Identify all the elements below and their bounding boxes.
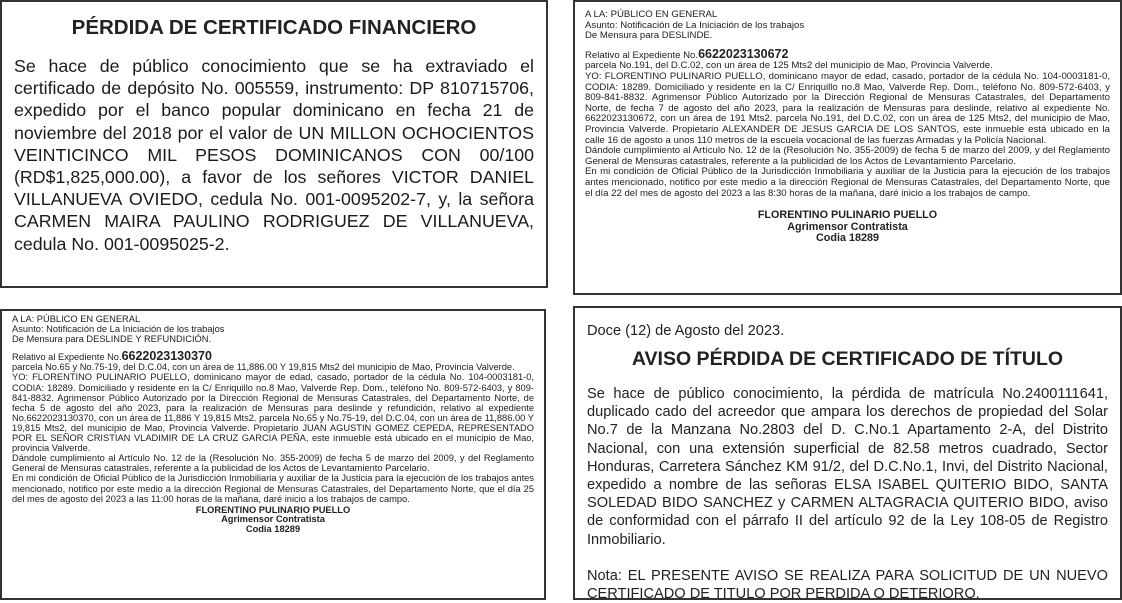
notice-survey-deslinde xyxy=(573,0,1122,295)
signature-role: Agrimensor Contratista xyxy=(221,514,325,525)
signature-codia: Codia 18289 xyxy=(245,524,301,535)
notice-recipient: A LA: PÚBLICO EN GENERAL xyxy=(12,314,141,324)
notice-survey-deslinde-refundicion xyxy=(0,309,546,600)
fieldwork-notification: En mi condición de Oficial Público de la Jurisdicción Inmobiliaria y auxiliar de la Justicia para la ejecución de los trabajos antes mencionado, notifico por este medio a la dirección Regional de Mensuras Catastrales, del Departamento Norte, que el día 22 del mes de agosto del 2023 a las 8:30 horas de la mañana, daré inicio a los trabajos de campo. xyxy=(585,166,1110,199)
notice-date: Doce (12) de Agosto del 2023. xyxy=(587,323,785,339)
notice-body: Se hace de público conocimiento que se ha extraviado el certificado de depósito No. 005559, instrumento: DP 810715706, expedido por el banco popular dominicano en fecha 21 de noviembre del 2018 por el valor de UN MILLON OCHOCIENTOS VEINTICINCO MIL PESOS DOMINICANOS CON 00/100 (RD$1,825,000.00), a favor de los señores VICTOR DANIEL VILLANUEVA OVIEDO, cedula No. 001-0095202-7, y, la señora CARMEN MAIRA PAULINO RODRIGUEZ DE VILLANUEVA, cedula No. 001-0095025-2. xyxy=(14,56,534,254)
notice-recipient: A LA: PÚBLICO EN GENERAL xyxy=(585,9,718,20)
notice-subject-line-2: De Mensura para DESLINDE Y REFUNDICIÓN. xyxy=(12,334,212,345)
notice-body: Se hace de público conocimiento, la pérdida de matrícula No.2400111641, duplicado cado del acreedor que ampara los derechos de propiedad del Solar No.7 de la Manzana No.2803 del D. C.No.1 Apartamento 2-A, del Distrito Nacional, con una extensión superficial de 82.58 metros cuadrado, Sector Honduras, Carretera Sánchez KM 91/2, del D.C.No.1, Invi, del Distrito Nacional, expedido a nombre de las señoras ELSA ISABEL QUITERIO BIDO, SANTA SOLEDAD BIDO SANCHEZ y CARMEN ALTAGRACIA QUITERIO BIDO, aviso de conformidad con el párrafo II del artículo 92 de la Ley 108-05 de Registro Inmobiliario. xyxy=(587,386,1108,548)
surveyor-statement: YO: FLORENTINO PULINARIO PUELLO, dominicano mayor de edad, casado, portador de la cédula No. 104-0003181-0, CODIA: 18289. Domiciliado y residente en la C/ Enriquillo no.8 Mao, Valverde Rep. Dom., teléfono No. 809-572-6403, y 809-841-8832. Agrimensor Público Autorizado por la Dirección Regional de Mensuras Catastrales, del Departamento Norte, de fecha 7 de agosto del año 2023, para la realización de Mensuras para deslinde, relativo al expediente No. 6622023130672, con un área de 191 Mts2. parcela No.191, del D.C.02, con un área de 125 Mts2, del municipio de Mao, Provincia Valverde. Propietario ALEXANDER DE JESUS GARCIA DE LOS SANTOS, este inmueble está ubicado en la calle 16 de agosto a unos 110 metros de la escuela vocacional de las fuerzas Armadas y la Policía Nacional. xyxy=(585,70,1110,146)
signature-role: Agrimensor Contratista xyxy=(787,220,908,233)
fieldwork-notification: En mi condición de Oficial Público de la Jurisdicción Inmobiliaria y auxiliar de la Justicia para la ejecución de los trabajos antes mencionado, notifico por este medio a la dirección Regional de Mensuras Catastrales, del Departamento Norte, que el día 25 del mes de agosto del 2023 a las 11:00 horas de la mañana, daré inicio a los trabajos de campo. xyxy=(12,473,534,504)
parcel-description: parcela No.191, del D.C.02, con un área de 125 Mts2 del municipio de Mao, Provincia Valverde. xyxy=(585,60,993,72)
expedient-number: 6622023130370 xyxy=(121,349,212,364)
legal-compliance: Dándole cumplimiento al Artículo No. 12 de la (Resolución No. 355-2009) de fecha 5 de marzo del 2009, y del Reglamento General de Mensuras catastrales, referente a la publicidad de los Actos de Levantamiento Parcelario. xyxy=(12,453,534,474)
signature-codia: Codia 18289 xyxy=(815,232,879,245)
notice-note: Nota: EL PRESENTE AVISO SE REALIZA PARA SOLICITUD DE UN NUEVO CERTIFICADO DE TITULO POR PERDIDA O DETERIORO. xyxy=(587,567,1108,603)
expedient-label: Relativo al Expediente No. xyxy=(12,352,122,363)
expedient-number: 6622023130672 xyxy=(698,46,789,61)
notice-title: PÉRDIDA DE CERTIFICADO FINANCIERO xyxy=(71,16,477,39)
expedient-line xyxy=(12,351,534,362)
expedient-label: Relativo al Expediente No. xyxy=(585,49,699,61)
parcel-description: parcela No.65 y No.75-19, del D.C.04, con un área de 11,886.00 Y 19,815 Mts2 del municipio de Mao, Provincia Valverde. xyxy=(12,362,515,373)
notice-lost-title-certificate xyxy=(573,306,1122,603)
signature-block xyxy=(585,210,1110,245)
notice-subject-line-1: Asunto: Notificación de La Iniciación de los trabajos xyxy=(585,19,805,31)
signature-name: FLORENTINO PULINARIO PUELLO xyxy=(757,209,938,222)
notice-subject-line-1: Asunto: Notificación de La Iniciación de los trabajos xyxy=(12,324,225,335)
notice-lost-financial-certificate xyxy=(0,0,548,288)
notice-title: AVISO PÉRDIDA DE CERTIFICADO DE TÍTULO xyxy=(631,348,1064,370)
signature-block xyxy=(12,506,534,535)
legal-compliance: Dándole cumplimiento al Artículo No. 12 de la (Resolución No. 355-2009) de fecha 5 de marzo del 2009, y del Reglamento General de Mensuras catastrales, referente a la publicidad de los Actos de Levantamiento Parcelario. xyxy=(585,145,1110,167)
surveyor-statement: YO: FLORENTINO PULINARIO PUELLO, dominicano mayor de edad, casado, portador de la cédula No. 104-0003181-0, CODIA: 18289. Domiciliado y residente en la C/ Enriquillo no.8 Mao, Valverde Rep. Dom., teléfono No. 809-572-6403, y 809-841-8832. Agrimensor Público Autorizado por la Dirección Regional de Mensuras Catastrales, del Departamento Norte, de fecha 5 de agosto del año 2023, para la realización de Mensuras para deslinde y refundición, relativo al expediente No.6622023130370, con un área de 11,886 Y 19,815 Mts2. parcela No.65 y No.75-19, del D.C.04, con un área de 11,886.00 Y 19,815 Mts2, del municipio de Mao, Provincia Valverde. Propietario JUAN AGUSTIN GOMEZ CEPEDA, REPRESENTADO POR EL SEÑOR CRISTIAN VLADIMIR DE LA CRUZ GARCIA PEÑA, este inmueble está ubicado en el municipio de Mao, provincia Valverde. xyxy=(12,372,534,454)
notice-subject-line-2: De Mensura para DESLINDE. xyxy=(585,30,713,42)
signature-name: FLORENTINO PULINARIO PUELLO xyxy=(195,504,351,515)
